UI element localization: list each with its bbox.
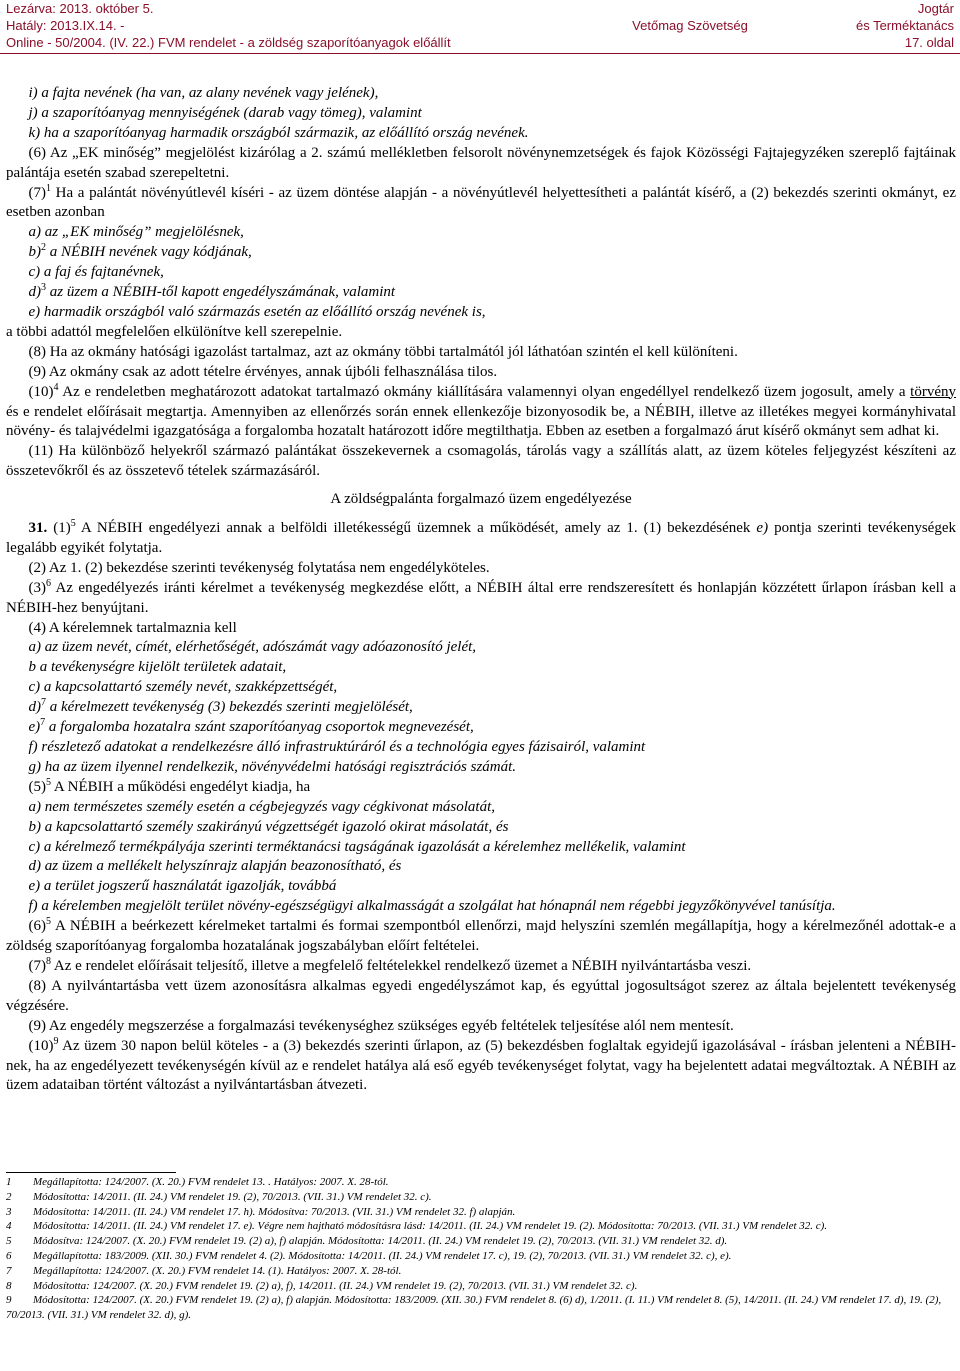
paragraph: (11) Ha különböző helyekről származó palántákat összekevernek a csomagolás, tárolás vagy a szállítás alatt, az üzem köteles feljegyzést készíteni az összetevőkről és az összetevő tételek származásáról.: [6, 443, 956, 480]
footnote-ref[interactable]: 9: [53, 1035, 59, 1047]
paragraph: a) az üzem nevét, címét, elérhetőségét, adószámát vagy adóazonosító jelét,: [28, 639, 477, 656]
paragraph: a) nem természetes személy esetén a cégbejegyzés vagy cégkivonat másolatát,: [28, 798, 496, 815]
publisher-name: Vetőmag Szövetség: [632, 18, 748, 33]
paragraph: a többi adattól megfelelően elkülönítve kell szerepelnie.: [6, 323, 343, 340]
footnote-ref[interactable]: 8: [46, 955, 51, 967]
footnote-ref[interactable]: 5: [70, 518, 76, 530]
document-reference: Online - 50/2004. (IV. 22.) FVM rendelet - a zöldség szaporítóanyagok előállít: [6, 35, 451, 50]
footnote: 2 Módosította: 14/2011. (II. 24.) VM rendelet 19. (2), 70/2013. (VII. 31.) VM rendelet 32. c).: [6, 1190, 432, 1203]
paragraph: d)$^7$ a kérelmezett tevékenység (3) bekezdés szerinti megjelölését,: [28, 697, 413, 716]
paragraph: $(7)^1$ Ha a palántát növényútlevél kíséri - az üzem döntése alapján - a növényútlevél helyettesítheti a palántát kísérő, a (2) bekezdés szerinti okmányt, ez esetben azonban: [6, 182, 956, 221]
effective-date: Hatály: 2013.IX.14. -: [6, 18, 125, 33]
footnote-ref[interactable]: 5: [46, 916, 51, 928]
paragraph: c) a kapcsolattartó személy nevét, szakképzettségét,: [28, 679, 338, 696]
paragraph: (8) A nyilvántartásba vett üzem azonosításra alkalmas egyedi engedélyszámot kap, és egyúttal jogosultságot szerez az általa bejelentett tevékenység végzésére.: [6, 977, 956, 1014]
paragraph: 31. $(1)^5$ A NÉBIH engedélyezi annak a belföldi illetékességű üzemnek a működését, amely az 1. (1) bekezdésének e) pontja szerinti tevékenységek legalább egyikét folytatja.: [6, 518, 956, 556]
header-rule: [0, 53, 960, 54]
paragraph: c) a faj és fajtanévnek,: [28, 264, 164, 281]
paragraph: $(5)^5$ A NÉBIH a működési engedélyt kiadja, ha: [28, 776, 311, 795]
law-link[interactable]: törvény: [910, 383, 956, 400]
paragraph: f) részletező adatokat a rendelkezésre álló infrastruktúráról és a technológia egyes fázisairól, valamint: [28, 739, 646, 755]
paragraph: b a tevékenységre kijelölt területek adatait,: [28, 659, 287, 676]
footnote-ref[interactable]: 1: [46, 182, 51, 194]
footnote: 6 Megállapította: 183/2009. (XII. 30.) FVM rendelet 4. (2). Módosította: 14/2011. (II. 24.) VM rendelet 17. c), 19. (2), 70/2013. (VII. 31.) VM rendelet 32. c), e).: [6, 1249, 732, 1262]
footnotes: [6, 1175, 956, 1323]
footnote: 3 Módosította: 14/2011. (II. 24.) VM rendelet 17. h). Módosítva: 70/2013. (VII. 31.) VM rendelet 32. f) alapján.: [6, 1205, 516, 1218]
paragraph: e) a terület jogszerű használatát igazolják, továbbá: [28, 878, 337, 895]
footnote-ref[interactable]: 2: [41, 242, 46, 254]
paragraph: (6) Az „EK minőség” megjelölést kizárólag a 2. számú mellékletben felsorolt növénynemzetségek és fajok Közösségi Fajtajegyzéken szereplő fajtáinak palántája esetén szabad szerepeltetni.: [6, 144, 956, 181]
paragraph: $(10)^4$ Az e rendeletben meghatározott adatokat tartalmazó okmány kiállítására valamennyi olyan engedéllyel rendelkező üzem jogosult, amely a törvény és e rendelet előírásait megtartja. Amennyiben az ellenőrzés során ennek ellenkezője bizonyosodik be, a NÉBIH, illetve az illetékes megyei kormányhivatal növény- és talajvédelmi igazgatósága a forgalomba hozatalt határozott időre megtilthatja. Ebben az esetben a forgalmazó árut kísérő okmányt sem adhat ki.: [6, 381, 956, 440]
paragraph: e)$^7$ a forgalomba hozatalra szánt szaporítóanyag csoportok megnevezését,: [28, 717, 474, 736]
header-left: [6, 0, 451, 51]
header-right: [856, 0, 954, 51]
section-number: 31.: [28, 520, 48, 537]
paragraph: $(10)^9$ Az üzem 30 napon belül köteles - a (3) bekezdés szerinti űrlapon, az (5) bekezdésben foglaltak egyidejű igazolásával - írásban jelenteni a NÉBIH-nek, ha az engedélyezett tevékenységén kívül az e rendelet hatálya alá eső egyéb tevékenységet folytat, vagy ha bejelentett adatai megváltoztak. A NÉBIH az üzem adataiban történt változást a nyilvántartásban átvezeti.: [6, 1035, 956, 1094]
closed-date: Lezárva: 2013. október 5.: [6, 1, 154, 16]
footnote-ref[interactable]: 7: [40, 717, 46, 729]
footnote-ref[interactable]: 6: [46, 577, 51, 589]
paragraph: f) a kérelemben megjelölt terület növény-egészségügyi alkalmasságát a szolgálat hat hónapnál nem régebbi jegyzőkönyvével tanúsítja.: [28, 898, 836, 915]
paragraph: c) a kérelmező termékpályája szerinti terméktanácsi tagságának igazolását a kérelemhez mellékelik, valamint: [28, 838, 686, 855]
paragraph: (9) Az okmány csak az adott tételre érvényes, annak újbóli felhasználása tilos.: [28, 363, 498, 380]
paragraph: $(3)^6$ Az engedélyezés iránti kérelmet a tevékenység megkezdése előtt, a NÉBIH által erre rendszeresített és honlapján közzétett űrlapon írásban kell a NÉBIH-hez benyújtani.: [6, 577, 956, 616]
footnote-ref[interactable]: 3: [41, 282, 46, 294]
footnote: 1 Megállapította: 124/2007. (X. 20.) FVM rendelet 13. . Hatályos: 2007. X. 28-tól.: [6, 1176, 389, 1188]
page-number: 17. oldal: [904, 35, 954, 50]
paragraph: (9) Az engedély megszerzése a forgalmazási tevékenységhez szükséges egyéb feltételek teljesítése alól nem mentesít.: [28, 1017, 734, 1034]
paragraph: a) az „EK minőség” megjelölésnek,: [28, 224, 244, 241]
footnote: 4 Módosította: 14/2011. (II. 24.) VM rendelet 17. e). Végre nem hajtható módosításra lásd: 14/2011. (II. 24.) VM rendelet 19. (2). Módosította: 70/2013. (VII. 31.) VM rendelet 32. c).: [6, 1220, 828, 1233]
paragraph: (4) A kérelemnek tartalmaznia kell: [28, 619, 237, 636]
footnote-rule: [6, 1172, 176, 1173]
footnote-ref[interactable]: 5: [46, 776, 51, 788]
document-header: [0, 0, 960, 54]
section-heading: A zöldségpalánta forgalmazó üzem engedélyezése: [330, 491, 632, 508]
footnote: 9 Módosította: 124/2007. (X. 20.) FVM rendelet 19. (2) a), f) alapján. Módosította: 183/2009. (XII. 30.) FVM rendelet 8. (6) d), 1/2011. (I. 11.) VM rendelet 8. (5), 14/2011. (II. 24.) VM rendelet 17. d), 19. (2), 70/2013. (VII. 31.) VM rendelet 32. d), g).: [6, 1294, 942, 1322]
paragraph: (8) Ha az okmány hatósági igazolást tartalmaz, azt az okmány többi tartalmától jól láthatóan szintén el kell különíteni.: [28, 343, 738, 360]
paragraph: b)$^2$ a NÉBIH nevének vagy kódjának,: [28, 242, 252, 261]
document-body: [6, 84, 956, 1096]
paragraph: (2) Az 1. (2) bekezdése szerinti tevékenység folytatása nem engedélyköteles.: [28, 559, 490, 576]
footnote: 8 Módosította: 124/2007. (X. 20.) FVM rendelet 19. (2) a), f), 14/2011. (II. 24.) VM rendelet 19. (2), 70/2013. (VII. 31.) VM rendelet 32. c).: [6, 1279, 638, 1292]
paragraph: j) a szaporítóanyag mennyiségének (darab vagy tömeg), valamint: [28, 104, 422, 121]
footnote-ref[interactable]: 4: [53, 381, 59, 393]
source-name: Jogtár: [917, 1, 954, 16]
paragraph: $(6)^5$ A NÉBIH a beérkezett kérelmeket tartalmi és formai szempontból ellenőrzi, majd helyszíni szemlén megállapítja, hogy a kérelmezőnél adottak-e a zöldség szaporítóanyag forgalomba hozatalának jogszabályban előírt feltételei.: [6, 916, 956, 955]
paragraph: e) harmadik országból való származás esetén az előállító ország nevének is,: [28, 303, 486, 320]
footnote: 5 Módosítva: 124/2007. (X. 20.) FVM rendelet 19. (2) a), f) alapján. Módosította: 14/2011. (II. 24.) VM rendelet 19. (2), 70/2013. (VII. 31.) VM rendelet 32. d).: [6, 1235, 728, 1248]
footnote-ref[interactable]: 7: [41, 697, 46, 709]
paragraph: i) a fajta nevének (ha van, az alany nevének vagy jelének),: [28, 85, 379, 101]
paragraph: k) ha a szaporítóanyag harmadik országból származik, az előállító ország nevének.: [28, 124, 529, 141]
footnote: 7 Megállapította: 124/2007. (X. 20.) FVM rendelet 14. (1). Hatályos: 2007. X. 28-tól.: [6, 1264, 402, 1277]
paragraph: b) a kapcsolattartó személy szakirányú végzettségét igazoló okirat másolatát, és: [28, 818, 509, 835]
paragraph: g) ha az üzem ilyennel rendelkezik, növényvédelmi hatósági regisztrációs számát.: [28, 758, 517, 775]
paragraph: d) az üzem a mellékelt helyszínrajz alapján beazonosítható, és: [28, 858, 402, 875]
paragraph: $(7)^8$ Az e rendelet előírásait teljesítő, illetve a megfelelő feltételekkel rendelkező üzemet a NÉBIH nyilvántartásba veszi.: [28, 955, 752, 974]
source-subtitle: és Terméktanács: [855, 18, 954, 33]
paragraph: d)$^3$ az üzem a NÉBIH-től kapott engedélyszámának, valamint: [28, 282, 396, 301]
